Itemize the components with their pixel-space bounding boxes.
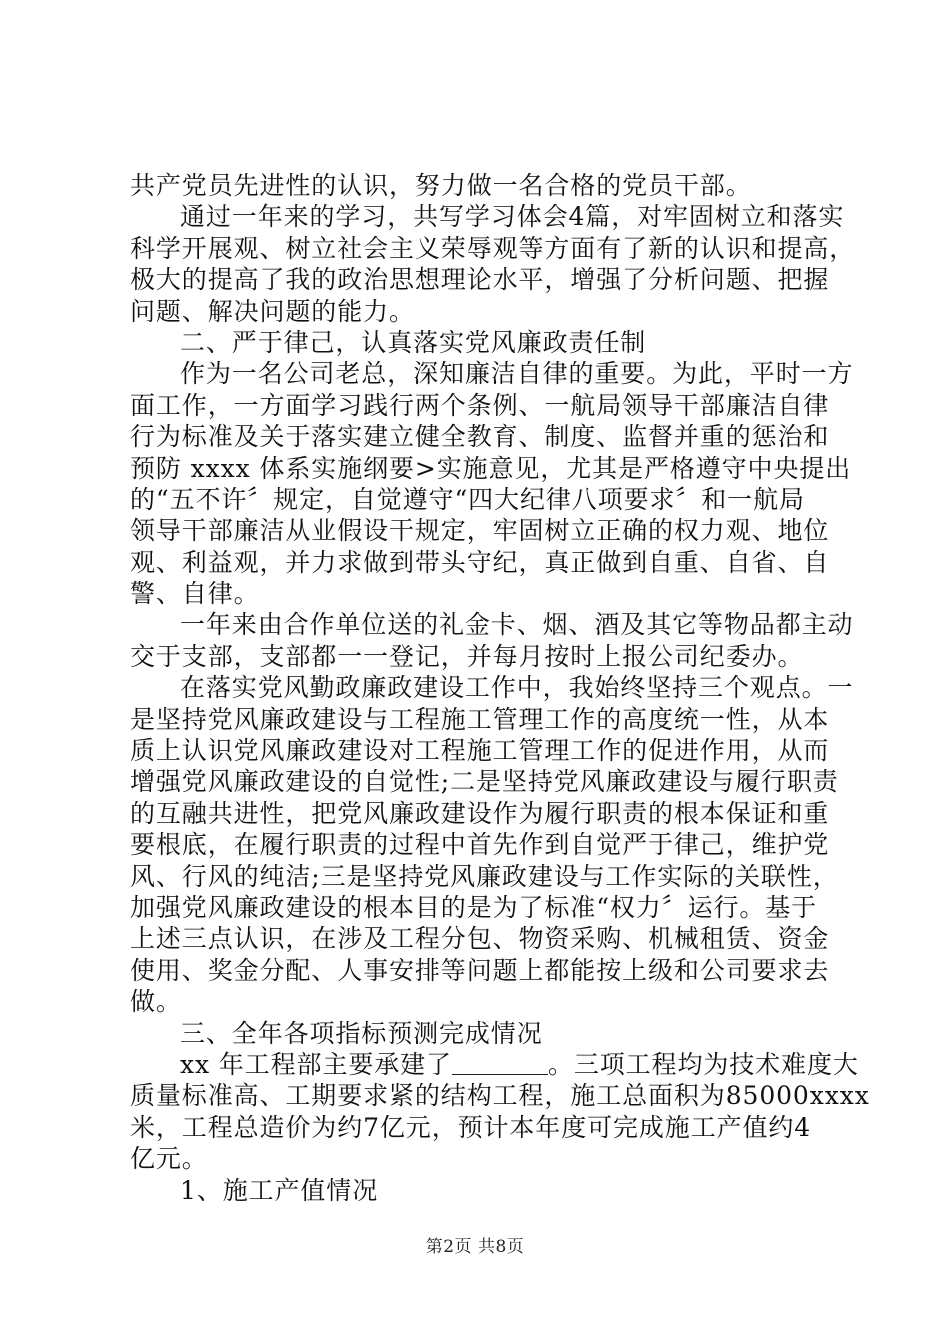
paragraph-line: 质量标准高、工期要求紧的结构工程，施工总面积为85000xxxx [130,1081,870,1111]
paragraph-line: 使用、奖金分配、人事安排等问题上都能按上级和公司要求去 [130,955,830,985]
paragraph-line: 面工作，一方面学习践行两个条例、一航局领导干部廉洁自律 [130,390,830,420]
section-heading: 三、全年各项指标预测完成情况 [180,1018,543,1048]
paragraph-line: 增强党风廉政建设的自觉性;二是坚持党风廉政建设与履行职责 [130,767,839,797]
paragraph-line: 在落实党风勤政廉政建设工作中，我始终坚持三个观点。一 [180,673,854,703]
paragraph-line: 质上认识党风廉政建设对工程施工管理工作的促进作用，从而 [130,736,830,766]
paragraph-line: 做。 [130,987,182,1017]
paragraph-line: 交于支部，支部都一一登记，并每月按时上报公司纪委办。 [130,641,804,671]
text-segment: xx 年工程部主要承建了 [180,1049,452,1079]
fill-in-blank [452,1052,548,1075]
paragraph-line: 问题、解决问题的能力。 [130,296,415,326]
paragraph-line: 一年来由合作单位送的礼金卡、烟、酒及其它等物品都主动 [180,610,854,640]
paragraph-line: 的互融共进性，把党风廉政建设作为履行职责的根本保证和重 [130,798,830,828]
paragraph-line: 观、利益观，并力求做到带头守纪，真正做到自重、自省、自 [130,547,830,577]
paragraph-line: 科学开展观、树立社会主义荣辱观等方面有了新的认识和提高， [130,233,856,263]
paragraph-line: 米，工程总造价为约7亿元，预计本年度可完成施工产值约4 [130,1112,812,1142]
text-segment: 。三项工程均为技术难度大 [547,1049,859,1079]
paragraph-line: 领导干部廉洁从业假设干规定，牢固树立正确的权力观、地位 [130,516,830,546]
paragraph-line: 上述三点认识，在涉及工程分包、物资采购、机械租赁、资金 [130,924,830,954]
paragraph-line: 行为标准及关于落实建立健全教育、制度、监督并重的惩治和 [130,422,830,452]
paragraph-line: 作为一名公司老总，深知廉洁自律的重要。为此，平时一方 [180,359,854,389]
paragraph-line: 警、自律。 [130,579,260,609]
document-body [130,170,870,1206]
paragraph-line: 要根底，在履行职责的过程中首先作到自觉严于律己，维护党 [130,830,830,860]
paragraph-line: 加强党风廉政建设的根本目的是为了标准“权力〞运行。基于 [130,892,818,922]
page-number-footer: 第2页 共8页 [425,1237,525,1257]
paragraph-line: 亿元。 [130,1144,208,1174]
paragraph-line: 通过一年来的学习，共写学习体会4篇，对牢固树立和落实 [180,202,845,232]
paragraph-line: 的“五不许〞规定，自觉遵守“四大纪律八项要求〞和一航局 [130,484,805,514]
paragraph-line: 预防 xxxx 体系实施纲要>实施意见，尤其是严格遵守中央提出 [130,453,852,483]
paragraph-line: 极大的提高了我的政治思想理论水平，增强了分析问题、把握 [130,265,830,295]
paragraph-line: 是坚持党风廉政建设与工程施工管理工作的高度统一性，从本 [130,704,830,734]
paragraph-line: 风、行风的纯洁;三是坚持党风廉政建设与工作实际的关联性， [130,861,839,891]
paragraph-line: 共产党员先进性的认识，努力做一名合格的党员干部。 [130,171,752,200]
section-heading: 二、严于律己，认真落实党风廉政责任制 [180,327,647,357]
subsection-heading: 1、施工产值情况 [180,1175,379,1205]
paragraph-line [130,1049,859,1080]
